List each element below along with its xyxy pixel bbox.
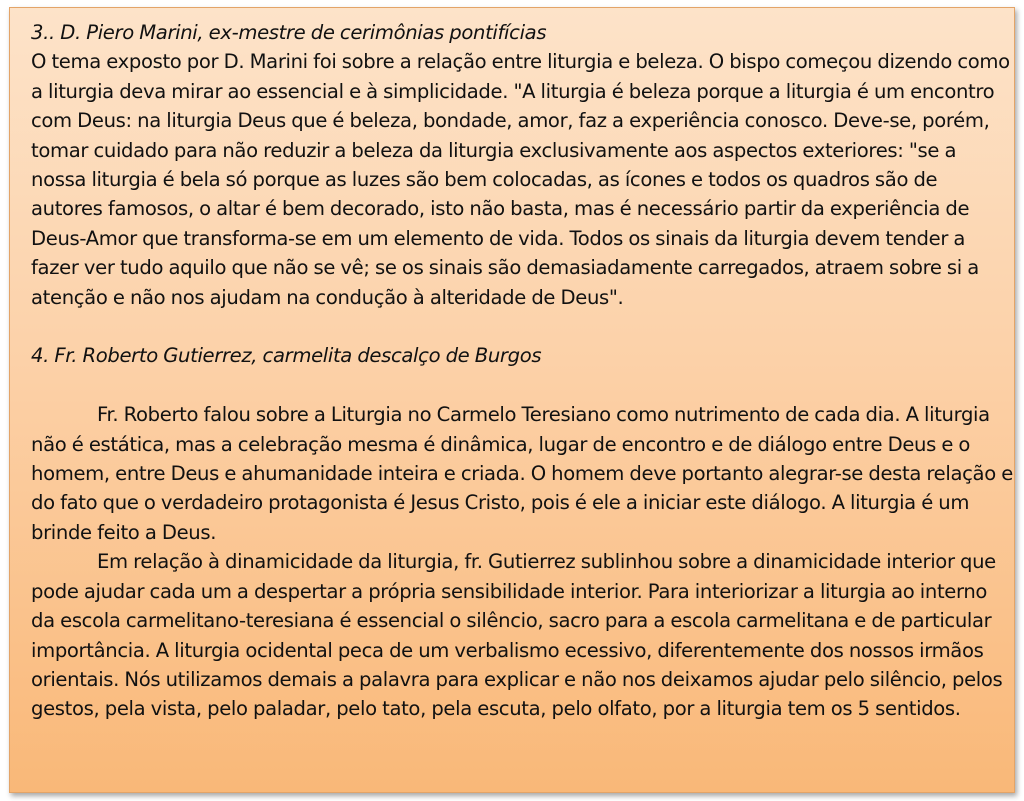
document-content (31, 18, 1013, 724)
section-4-heading: 4. Fr. Roberto Gutierrez, carmelita descalço de Burgos (31, 344, 542, 368)
section-4-paragraph-1: Fr. Roberto falou sobre a Liturgia no Carmelo Teresiano como nutrimento de cada dia. A liturgia não é estática, mas a celebração mesma é dinâmica, lugar de encontro e de diálogo entre Deus e o homem, entre Deus e ahumanidade inteira e criada. O homem deve portanto alegrar-se desta relação e do fato que o verdadeiro protagonista é Jesus Cristo, pois é ele a iniciar este diálogo. A liturgia é um brinde feito a Deus. (31, 403, 1013, 544)
section-3-paragraph: O tema exposto por D. Marini foi sobre a relação entre liturgia e beleza. O bispo começou dizendo como a liturgia deva mirar ao essencial e à simplicidade. "A liturgia é beleza porque a liturgia é um encontro com Deus: na liturgia Deus que é beleza, bondade, amor, faz a experiência conosco. Deve-se, porém, tomar cuidado para não reduzir a beleza da liturgia exclusivamente aos aspectos exteriores: "se a nossa liturgia é bela só porque as luzes são bem colocadas, as ícones e todos os quadros são de autores famosos, o altar é bem decorado, isto não basta, mas é necessário partir da experiência de Deus-Amor que transforma-se em um elemento de vida. Todos os sinais da liturgia devem tender a fazer ver tudo aquilo que não se vê; se os sinais são demasiadamente carregados, atraem sobre si a atenção e não nos ajudam na condução à alteridade de Deus". (31, 50, 1010, 309)
text-box (9, 7, 1015, 793)
spacer (31, 371, 1013, 400)
section-4-paragraph-2: Em relação à dinamicidade da liturgia, fr. Gutierrez sublinhou sobre a dinamicidade interior que pode ajudar cada um a despertar a própria sensibilidade interior. Para interiorizar a liturgia ao interno da escola carmelitano-teresiana é essencial o silêncio, sacro para a escola carmelitana e de particular importância. A liturgia ocidental peca de um verbalismo ecessivo, diferentemente dos nossos irmãos orientais. Nós utilizamos demais a palavra para explicar e não nos deixamos ajudar pelo silêncio, pelos gestos, pela vista, pelo paladar, pelo tato, pela escuta, pelo olfato, por a liturgia tem os 5 sentidos. (31, 550, 1003, 721)
section-3-heading: 3.. D. Piero Marini, ex-mestre de cerimônias pontifícias (31, 21, 547, 44)
spacer (31, 312, 1013, 341)
